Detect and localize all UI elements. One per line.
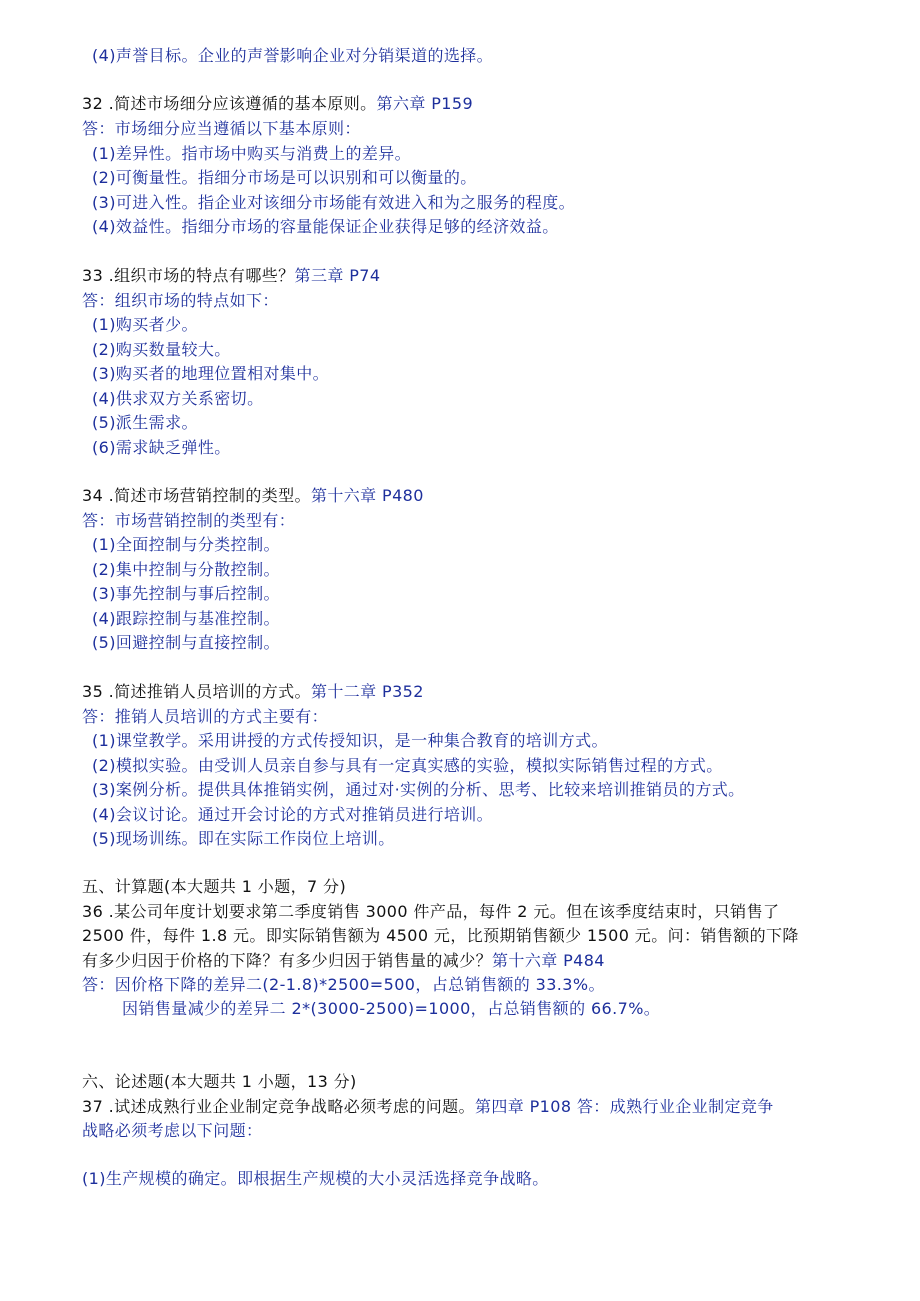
answer-item: (6)需求缺乏弹性。 bbox=[92, 438, 231, 457]
answer-item: (1)生产规模的确定。即根据生产规模的大小灵活选择竞争战略。 bbox=[82, 1169, 549, 1188]
answer-item: (2)模拟实验。由受训人员亲自参与具有一定真实感的实验，模拟实际销售过程的方式。 bbox=[92, 756, 723, 775]
answer-item: (5)派生需求。 bbox=[92, 413, 198, 432]
answer-item: (1)课堂教学。采用讲授的方式传授知识，是一种集合教育的培训方式。 bbox=[92, 731, 608, 750]
answer-line: (4)声誉目标。企业的声誉影响企业对分销渠道的选择。 bbox=[92, 46, 494, 65]
answer-item: (2)可衡量性。指细分市场是可以识别和可以衡量的。 bbox=[92, 168, 477, 187]
question-36: 36 .某公司年度计划要求第二季度销售 3000 件产品，每件 2 元。但在该季度结束时，只销售了 bbox=[82, 902, 780, 921]
question-37 bbox=[82, 1096, 774, 1118]
answer-intro: 答：组织市场的特点如下： bbox=[82, 291, 279, 310]
section-heading: 五、计算题(本大题共 1 小题，7 分) bbox=[82, 877, 347, 896]
answer-item: (1)购买者少。 bbox=[92, 315, 198, 334]
answer-item: (3)可进入性。指企业对该细分市场能有效进入和为之服务的程度。 bbox=[92, 193, 576, 212]
answer-intro: 战略必须考虑以下问题： bbox=[82, 1121, 263, 1140]
answer-item: (5)现场训练。即在实际工作岗位上培训。 bbox=[92, 829, 395, 848]
answer-item: (3)购买者的地理位置相对集中。 bbox=[92, 364, 330, 383]
question-34 bbox=[82, 485, 424, 507]
question-33 bbox=[82, 265, 380, 287]
chapter-reference: 第三章 P74 bbox=[294, 266, 381, 285]
question-text: 37 .试述成熟行业企业制定竞争战略必须考虑的问题。 bbox=[82, 1097, 475, 1116]
answer-item: (4)效益性。指细分市场的容量能保证企业获得足够的经济效益。 bbox=[92, 217, 559, 236]
answer-item: (2)购买数量较大。 bbox=[92, 340, 231, 359]
chapter-reference: 第四章 P108 答：成熟行业企业制定竞争 bbox=[474, 1097, 774, 1116]
question-36-end bbox=[82, 950, 605, 972]
chapter-reference: 第十六章 P480 bbox=[310, 486, 424, 505]
question-text: 34 .简述市场营销控制的类型。 bbox=[82, 486, 311, 505]
chapter-reference: 第十六章 P484 bbox=[492, 951, 605, 970]
question-text: 32 .简述市场细分应该遵循的基本原则。 bbox=[82, 94, 377, 113]
answer-item: (5)回避控制与直接控制。 bbox=[92, 633, 280, 652]
answer-item: (1)全面控制与分类控制。 bbox=[92, 535, 280, 554]
question-text: 33 .组织市场的特点有哪些？ bbox=[82, 266, 295, 285]
answer-item: (4)会议讨论。通过开会讨论的方式对推销员进行培训。 bbox=[92, 805, 494, 824]
answer-item: (3)事先控制与事后控制。 bbox=[92, 584, 280, 603]
answer-intro: 答：因价格下降的差异二(2-1.8)*2500=500，占总销售额的 33.3%。 bbox=[82, 975, 605, 994]
answer-intro: 答：推销人员培训的方式主要有： bbox=[82, 707, 329, 726]
answer-item: 因销售量减少的差异二 2*(3000-2500)=1000，占总销售额的 66.7%。 bbox=[122, 999, 661, 1018]
question-35 bbox=[82, 681, 424, 703]
chapter-reference: 第十二章 P352 bbox=[310, 682, 424, 701]
answer-item: (4)跟踪控制与基准控制。 bbox=[92, 609, 280, 628]
answer-intro: 答：市场营销控制的类型有： bbox=[82, 511, 296, 530]
question-32 bbox=[82, 93, 473, 115]
question-text: 有多少归因于价格的下降？有多少归因于销售量的减少？ bbox=[82, 951, 493, 970]
answer-item: (2)集中控制与分散控制。 bbox=[92, 560, 280, 579]
section-heading: 六、论述题(本大题共 1 小题，13 分) bbox=[82, 1072, 357, 1091]
answer-item: (4)供求双方关系密切。 bbox=[92, 389, 264, 408]
answer-item: (3)案例分析。提供具体推销实例，通过对·实例的分析、思考、比较来培训推销员的方式。 bbox=[92, 780, 745, 799]
answer-item: (1)差异性。指市场中购买与消费上的差异。 bbox=[92, 144, 412, 163]
answer-intro: 答：市场细分应当遵循以下基本原则： bbox=[82, 119, 361, 138]
question-36-cont: 2500 件，每件 1.8 元。即实际销售额为 4500 元，比预期销售额少 1500 元。问：销售额的下降 bbox=[82, 926, 799, 945]
question-text: 35 .简述推销人员培训的方式。 bbox=[82, 682, 311, 701]
chapter-reference: 第六章 P159 bbox=[376, 94, 474, 113]
